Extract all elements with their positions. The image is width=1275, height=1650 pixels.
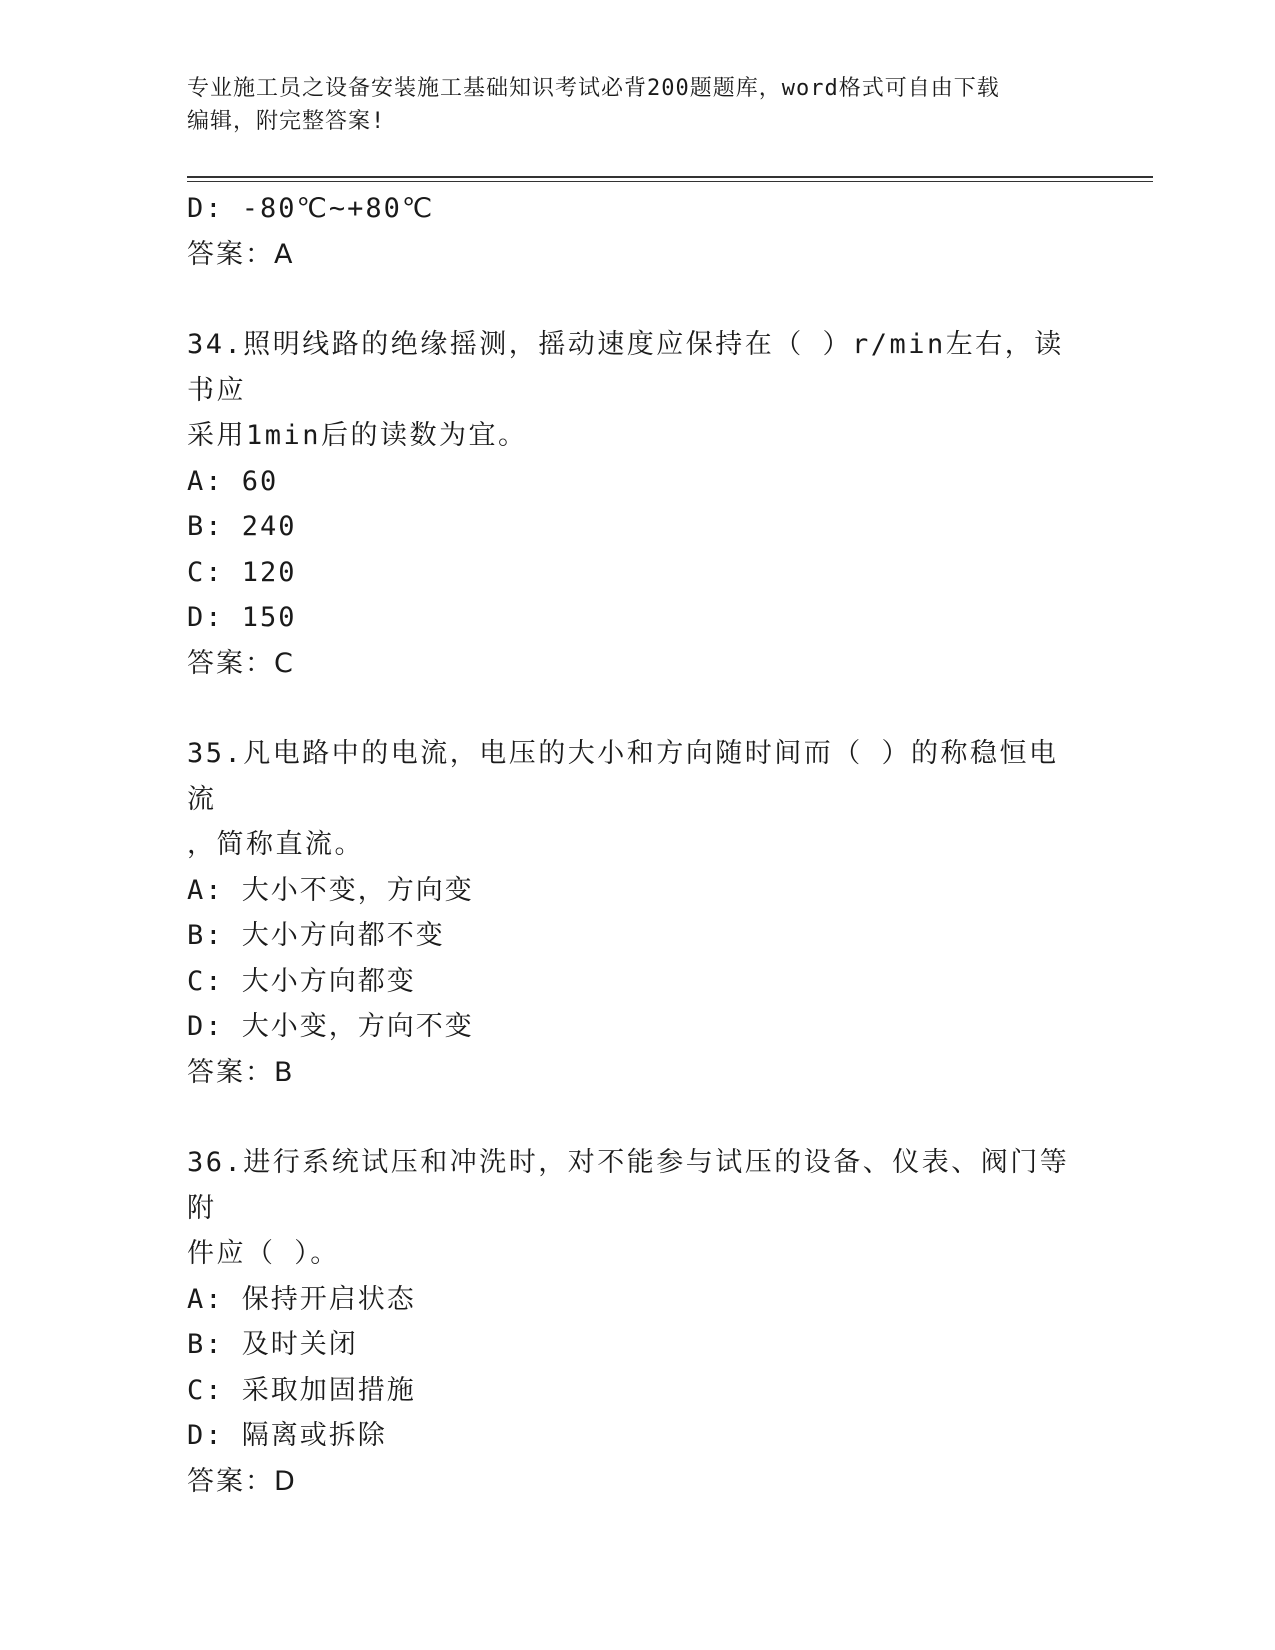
question-stem-line-2: 采用1min后的读数为宜。 bbox=[187, 420, 528, 451]
answer-label: 答案：C bbox=[187, 647, 295, 679]
option-c: C: 大小方向都变 bbox=[187, 965, 416, 997]
header-title-line-2: 编辑，附完整答案! bbox=[187, 109, 386, 134]
option-b: B: 大小方向都不变 bbox=[187, 920, 445, 951]
question-block-35 bbox=[187, 731, 1087, 1095]
header-divider-thick bbox=[187, 176, 1153, 178]
spacer bbox=[187, 277, 1087, 322]
question-content bbox=[187, 186, 1087, 1504]
question-stem-line-1: 36.进行系统试压和冲洗时，对不能参与试压的设备、仪表、阀门等附 bbox=[187, 1147, 1070, 1224]
spacer bbox=[187, 1095, 1087, 1140]
option-b: B: 及时关闭 bbox=[187, 1329, 358, 1360]
option-c: C: 120 bbox=[187, 556, 297, 588]
prev-question-answer: 答案：A bbox=[187, 238, 295, 270]
prev-question-option-d: D: -80℃~+80℃ bbox=[187, 193, 435, 224]
option-a: A: 大小不变，方向变 bbox=[187, 874, 474, 906]
option-d: D: 大小变，方向不变 bbox=[187, 1011, 474, 1042]
question-block-34 bbox=[187, 322, 1087, 686]
answer-label: 答案：D bbox=[187, 1465, 297, 1497]
question-stem-line-2: ，简称直流。 bbox=[187, 829, 364, 860]
question-stem-line-1: 35.凡电路中的电流，电压的大小和方向随时间而（ ）的称稳恒电流 bbox=[187, 738, 1059, 815]
question-block-36 bbox=[187, 1140, 1087, 1504]
document-header bbox=[187, 72, 1067, 138]
question-stem-line-2: 件应（ ）。 bbox=[187, 1238, 340, 1269]
option-c: C: 采取加固措施 bbox=[187, 1374, 416, 1406]
option-a: A: 60 bbox=[187, 465, 279, 497]
header-divider-thin bbox=[187, 181, 1153, 182]
option-d: D: 隔离或拆除 bbox=[187, 1420, 387, 1451]
spacer bbox=[187, 686, 1087, 731]
answer-label: 答案：B bbox=[187, 1056, 295, 1088]
question-stem-line-1: 34.照明线路的绝缘摇测，摇动速度应保持在（ ）r/min左右，读书应 bbox=[187, 329, 1064, 406]
option-b: B: 240 bbox=[187, 511, 297, 542]
header-title-line-1: 专业施工员之设备安装施工基础知识考试必背200题题库，word格式可自由下载 bbox=[187, 76, 1000, 101]
option-a: A: 保持开启状态 bbox=[187, 1283, 416, 1315]
option-d: D: 150 bbox=[187, 602, 297, 633]
